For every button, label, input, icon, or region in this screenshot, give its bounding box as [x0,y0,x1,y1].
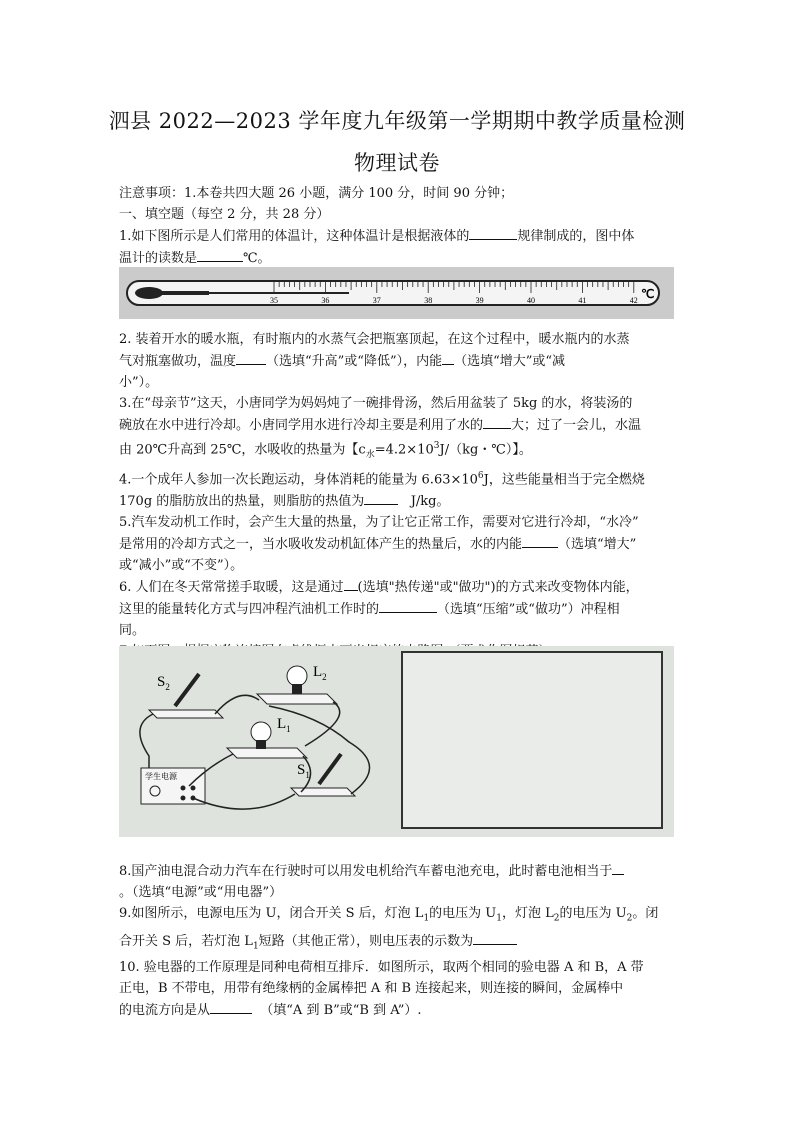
label-s1: S [297,762,306,778]
thermometer-bulb [135,287,163,299]
answer-blank[interactable] [344,576,358,591]
label-s1-sub: 1 [305,770,310,780]
answer-blank[interactable] [364,490,398,505]
question-1: 1.如下图所示是人们常用的体温计，这种体温计是根据液体的 规律制成的，图中体 温计的读数是 ℃。 [119,225,679,269]
answer-blank[interactable] [522,533,558,548]
thermometer-figure [119,267,674,319]
answer-blank[interactable] [473,930,517,945]
question-3: 3.在“母亲节”这天，小唐同学为妈妈炖了一碗排骨汤，然后用盆装了 5kg 的水，将装汤的 碗放在水中进行冷却。小唐同学用水进行冷却主要是利用了水的 大；过了一会儿，水温 由 20℃升高到 25℃，水吸收的热量为【$c_水=4.2\times 10^3J/(kg$・℃）】。 [119,396,642,460]
label-l1: L [277,716,287,732]
question-2: 2. 装着开水的暖水瓶，有时瓶内的水蒸气会把瓶塞顶起，在这个过程中，暖水瓶内的水蒸 气对瓶塞做功，温度 （选填“升高”或“降低”），内能 （选填“增大”或“减 小”）。 [119,332,630,390]
label-l2-sub: 2 [322,672,327,682]
label-l1-sub: 1 [286,724,291,734]
thermometer-tick-label: 39 [475,296,484,305]
thermometer-tick-label: 37 [372,296,381,305]
thermometer-tick-label: 41 [578,296,587,305]
answer-blank[interactable] [236,350,266,365]
answer-blank[interactable] [197,247,243,262]
exam-title: 泗县 2022—2023 学年度九年级第一学期期中教学质量检测 [108,109,686,133]
question-5: 5.汽车发动机工作时，会产生大量的热量，为了让它正常工作，需要对它进行冷却，“水冷” 是常用的冷却方式之一，当水吸收发动机缸体产生的热量后，水的内能 （选填“增大” 或“减小”或“不变”）。 [119,515,639,574]
thermometer-tick-label: 36 [321,296,330,305]
thermometer-unit: ℃ [641,287,655,301]
answer-blank[interactable] [210,999,252,1014]
question-9: 9.如图所示，电源电压为 U，闭合开关 S 后，灯泡 $L_1$的电压为 $U_1$，灯泡 $L_2$的电压为 $U_2$。闭 合开关 S 后，若灯泡 $L_1$短路（其他正常），则电压表的示数为 [119,906,659,952]
section-heading: 一、填空题（每空 2 分，共 28 分） [119,207,330,222]
thermometer-tick-label: 42 [629,296,638,305]
question-6: 6. 人们在冬天常常搓手取暖，这是通过 (选填"热传递"或"做功")的方式来改变物体内能， 这里的能量转化方式与四冲程汽油机工作时的 （选填“压缩”或“做功”）冲程相 同。 [119,576,679,641]
question-8: 8.国产油电混合动力汽车在行驶时可以用发电机给汽车蓄电池充电，此时蓄电池相当于 。（选填“电源”或“用电器”） [119,860,679,903]
circuit-drawing-box[interactable] [401,651,663,829]
label-l2: L [313,664,323,680]
answer-blank[interactable] [483,414,511,429]
thermometer-tick-label: 35 [270,296,278,305]
label-s2: S [157,674,166,690]
exam-subtitle: 物理试卷 [354,151,440,175]
thermometer-tick-label: 38 [424,296,433,305]
question-4: 4.一个成年人参加一次长跑运动，身体消耗的能量为 $6.63\times 10^6J$，这些能量相当于完全燃烧 170g 的脂肪放出的热量，则脂肪的热值为 J/kg。 [119,470,645,510]
notice: 注意事项：1.本卷共四大题 26 小题，满分 100 分，时间 90 分钟； [119,186,514,201]
question-10: 10. 验电器的工作原理是同种电荷相互排斥．如图所示，取两个相同的验电器 A 和 B，A 带 正电，B 不带电，用带有绝缘柄的金属棒把 A 和 B 连接起来，则连接的瞬间，金属棒中 的电流方向是从 （填“A 到 B”或“B 到 A”）. [119,960,644,1019]
answer-blank[interactable] [442,350,454,365]
thermometer-svg [119,267,674,319]
power-supply-label: 学生电源 [145,772,177,781]
thermometer-tick-label: 40 [527,296,535,305]
answer-blank[interactable] [612,860,624,875]
label-s2-sub: 2 [165,682,170,692]
answer-blank[interactable] [379,598,437,613]
answer-blank[interactable] [469,225,517,240]
